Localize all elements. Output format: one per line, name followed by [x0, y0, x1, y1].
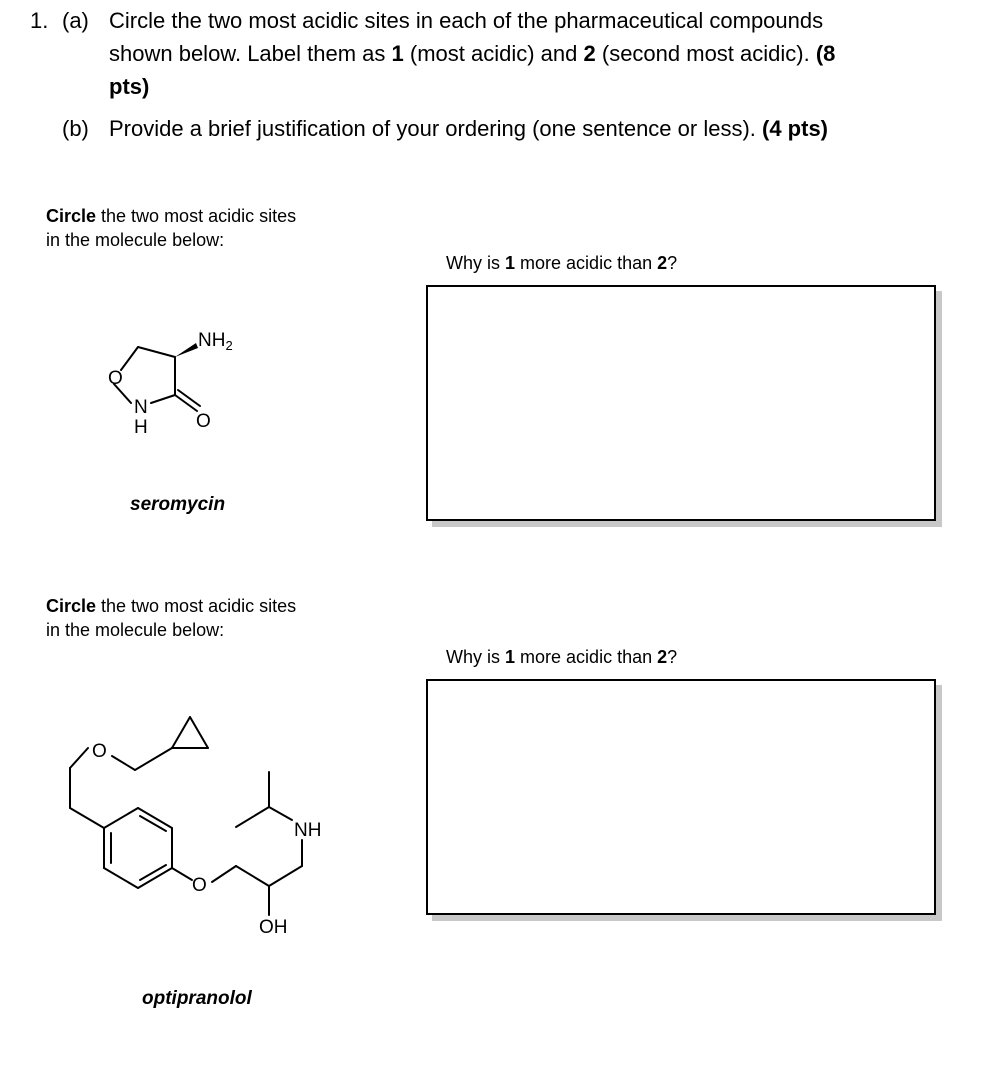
- question-number: 1.: [30, 8, 49, 33]
- ring-nh-hydrogen-label: H: [134, 417, 148, 438]
- part-a-line-2: shown below. Label them as 1 (most acidic) and 2 (second most acidic). (8: [109, 41, 836, 66]
- answer-box-optipranolol[interactable]: [426, 679, 936, 915]
- hydroxyl-label: OH: [259, 917, 288, 938]
- part-b-text: Provide a brief justification of your ordering (one sentence or less). (4 pts): [109, 116, 828, 141]
- carbonyl-oxygen-label: O: [196, 411, 211, 432]
- part-a-text: [109, 4, 979, 103]
- ring-nitrogen-label: N: [134, 397, 148, 418]
- ring-oxygen-label: O: [108, 368, 123, 389]
- optipranolol-structure: [0, 700, 360, 950]
- instruction-seromycin: Circle the two most acidic sites in the molecule below:: [46, 206, 297, 250]
- part-b-label: (b): [62, 116, 89, 141]
- compound-name-seromycin: seromycin: [130, 494, 226, 515]
- ether-oxygen-2-label: O: [192, 875, 207, 896]
- answer-box-seromycin[interactable]: [426, 285, 936, 521]
- why-prompt-seromycin: Why is 1 more acidic than 2?: [446, 253, 678, 273]
- seromycin-structure: [0, 300, 300, 450]
- part-a-line-1: Circle the two most acidic sites in each of the pharmaceutical compounds: [109, 8, 824, 33]
- part-a-line-3: pts): [109, 74, 150, 99]
- compound-name-optipranolol: optipranolol: [142, 988, 252, 1009]
- amine-nh-label: NH: [294, 820, 322, 841]
- why-prompt-optipranolol: Why is 1 more acidic than 2?: [446, 647, 678, 667]
- amine-label: $NH_2$: [198, 330, 233, 353]
- part-a-label: (a): [62, 8, 89, 33]
- instruction-optipranolol: Circle the two most acidic sites in the molecule below:: [46, 596, 297, 640]
- ether-oxygen-1-label: O: [92, 741, 107, 762]
